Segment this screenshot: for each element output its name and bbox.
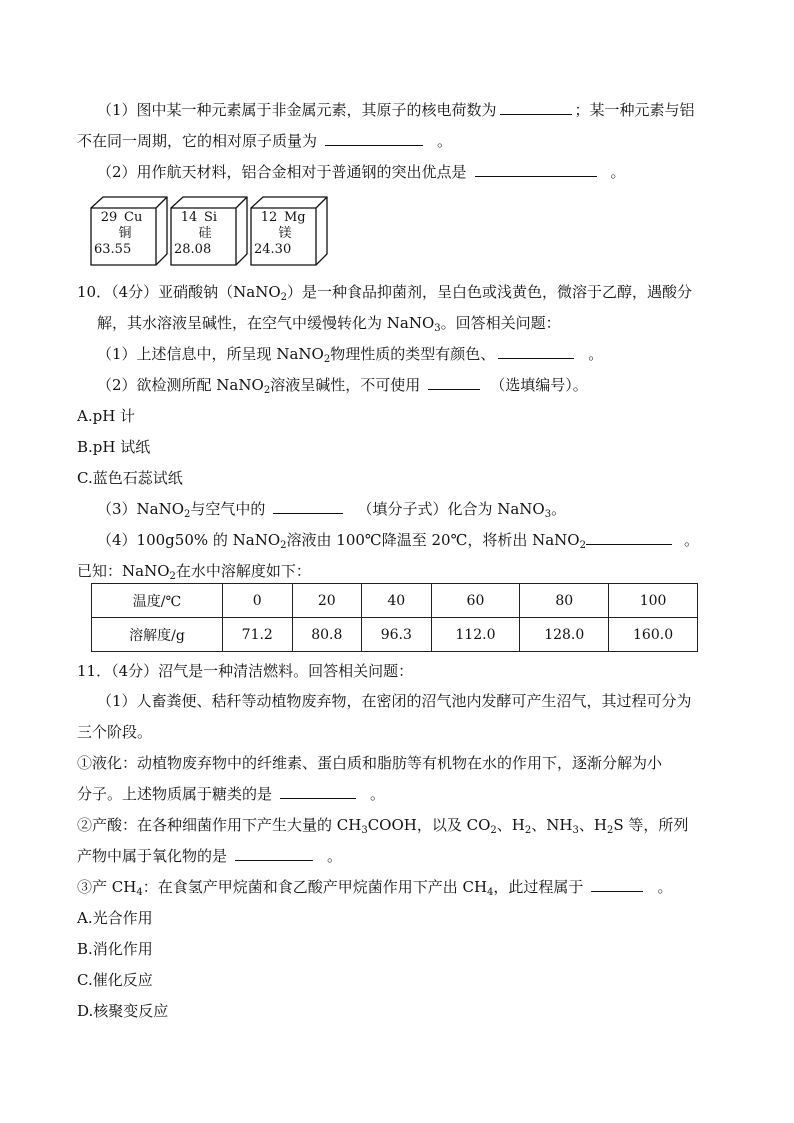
answer-blank[interactable] bbox=[325, 130, 423, 146]
table-cell: 112.0 bbox=[431, 618, 520, 652]
element-symbol: Cu bbox=[124, 210, 143, 225]
subscript: 2 bbox=[606, 825, 614, 836]
text: （1）图中某一种元素属于非金属元素，其原子的核电荷数为 bbox=[97, 101, 497, 119]
text: 分子。上述物质属于糖类的是 bbox=[77, 785, 273, 803]
table-cell: 80.8 bbox=[292, 618, 362, 652]
element-symbol: Mg bbox=[284, 210, 306, 225]
table-cell: 20 bbox=[292, 584, 362, 618]
answer-blank[interactable] bbox=[235, 845, 313, 861]
table-header-cell: 温度/℃ bbox=[92, 584, 223, 618]
answer-blank[interactable] bbox=[498, 343, 574, 359]
text: 。回答相关问题： bbox=[440, 314, 561, 332]
text: ：在食氢产甲烷菌和食乙酸产甲烷菌作用下产出 CH bbox=[142, 878, 488, 896]
text: 已知：NaNO bbox=[77, 562, 170, 580]
atomic-mass: 24.30 bbox=[254, 242, 292, 257]
q10-part4 bbox=[97, 529, 699, 551]
q9-part1-line2 bbox=[77, 130, 452, 152]
subscript: 2 bbox=[263, 385, 271, 396]
text: （1）上述信息中，所呈现 NaNO bbox=[97, 345, 324, 363]
answer-blank[interactable] bbox=[500, 99, 572, 115]
q11-option-c[interactable]: C.催化反应 bbox=[77, 971, 153, 989]
answer-blank[interactable] bbox=[273, 498, 343, 514]
text: 。 bbox=[657, 878, 673, 896]
answer-blank[interactable] bbox=[280, 783, 356, 799]
text: S 等，所列 bbox=[613, 816, 689, 834]
text: （3）NaNO bbox=[97, 500, 185, 518]
table-row bbox=[92, 618, 698, 652]
subscript: 4 bbox=[136, 887, 143, 898]
element-card-cu bbox=[90, 196, 170, 266]
q11-stage2-line2 bbox=[77, 845, 342, 867]
q10-part1 bbox=[97, 343, 603, 365]
element-card-mg bbox=[250, 196, 330, 266]
text: （2）用作航天材料，铝合金相对于普通钢的突出优点是 bbox=[97, 163, 467, 181]
text: （2）欲检测所配 NaNO bbox=[97, 376, 264, 394]
solubility-table bbox=[91, 583, 698, 652]
subscript: 3 bbox=[434, 323, 441, 334]
element-symbol: Si bbox=[204, 210, 218, 225]
q11-part1-line2: 三个阶段。 bbox=[77, 723, 153, 741]
subscript: 2 bbox=[323, 354, 331, 365]
text: 。 bbox=[327, 847, 343, 865]
element-name: 镁 bbox=[278, 226, 292, 241]
text: 产物中属于氧化物的是 bbox=[77, 847, 228, 865]
answer-blank[interactable] bbox=[591, 876, 643, 892]
q11-option-a[interactable]: A.光合作用 bbox=[77, 909, 153, 927]
q10-part3 bbox=[97, 498, 566, 520]
subscript: 3 bbox=[572, 825, 579, 836]
subscript: 3 bbox=[361, 825, 368, 836]
q11-option-d[interactable]: D.核聚变反应 bbox=[77, 1002, 169, 1020]
atomic-number: 12 bbox=[260, 210, 278, 225]
q9-part1-line1 bbox=[97, 99, 695, 121]
table-header-cell: 溶解度/g bbox=[92, 618, 223, 652]
atomic-number: 29 bbox=[100, 210, 118, 225]
q11-stage2-line1 bbox=[77, 814, 688, 836]
element-text bbox=[254, 210, 316, 258]
answer-blank[interactable] bbox=[586, 529, 672, 545]
element-name: 铜 bbox=[118, 226, 132, 241]
table-cell: 0 bbox=[223, 584, 293, 618]
table-cell: 60 bbox=[431, 584, 520, 618]
table-cell: 40 bbox=[362, 584, 432, 618]
subscript: 2 bbox=[280, 540, 287, 551]
q11-option-b[interactable]: B.消化作用 bbox=[77, 940, 153, 958]
text: 。 bbox=[588, 345, 604, 363]
text: 解，其水溶液呈碱性，在空气中缓慢转化为 NaNO bbox=[97, 314, 435, 332]
text: ，此过程属于 bbox=[493, 878, 584, 896]
element-card-si bbox=[170, 196, 250, 266]
subscript: 4 bbox=[487, 887, 494, 898]
q10-option-c[interactable]: C.蓝色石蕊试纸 bbox=[77, 469, 183, 487]
q10-part2 bbox=[97, 374, 588, 396]
text: 、NH bbox=[531, 816, 573, 834]
q10-option-b[interactable]: B.pH 试纸 bbox=[77, 438, 151, 456]
text: 不在同一周期，它的相对原子质量为 bbox=[77, 132, 318, 150]
answer-blank[interactable] bbox=[428, 374, 480, 390]
subscript: 2 bbox=[184, 509, 191, 520]
q10-known bbox=[77, 560, 311, 582]
text: 物理性质的类型有颜色、 bbox=[330, 345, 496, 363]
q10-heading-line2 bbox=[97, 312, 561, 334]
text: 溶液由 100℃降温至 20℃，将析出 NaNO bbox=[286, 531, 580, 549]
subscript: 2 bbox=[524, 825, 532, 836]
text: ）是一种食品抑菌剂，呈白色或浅黄色，微溶于乙醇，遇酸分 bbox=[287, 283, 693, 301]
text: 在水中溶解度如下： bbox=[175, 562, 311, 580]
text: 10．（4分）亚硝酸钠（NaNO bbox=[77, 283, 281, 301]
answer-blank[interactable] bbox=[475, 161, 597, 177]
element-name: 硅 bbox=[198, 226, 212, 241]
text: 。 bbox=[610, 163, 626, 181]
text: 与空气中的 bbox=[190, 500, 266, 518]
atomic-mass: 63.55 bbox=[94, 242, 132, 257]
q11-stage1-line2 bbox=[77, 783, 385, 805]
table-cell: 100 bbox=[609, 584, 698, 618]
text: COOH，以及 CO bbox=[367, 816, 491, 834]
text: 溶液呈碱性，不可使用 bbox=[270, 376, 421, 394]
table-cell: 80 bbox=[520, 584, 609, 618]
atomic-number: 14 bbox=[180, 210, 198, 225]
table-row bbox=[92, 584, 698, 618]
element-text bbox=[94, 210, 156, 258]
atomic-mass: 28.08 bbox=[174, 242, 212, 257]
q10-option-a[interactable]: A.pH 计 bbox=[77, 407, 136, 425]
text: ②产酸：在各种细菌作用下产生大量的 CH bbox=[77, 816, 362, 834]
text: 。 bbox=[437, 132, 453, 150]
text: 。 bbox=[551, 500, 567, 518]
q11-stage1-line1: ①液化：动植物废弃物中的纤维素、蛋白质和脂肪等有机物在水的作用下，逐渐分解为小 bbox=[77, 754, 663, 772]
q11-stage3 bbox=[77, 876, 672, 898]
subscript: 2 bbox=[579, 540, 586, 551]
text: （4）100g50% 的 NaNO bbox=[97, 531, 281, 549]
subscript: 2 bbox=[280, 292, 287, 303]
subscript: 2 bbox=[169, 571, 176, 582]
q11-heading: 11．（4分）沼气是一种清洁燃料。回答相关问题： bbox=[77, 662, 414, 680]
text: （填分子式）化合为 NaNO bbox=[357, 500, 545, 518]
subscript: 3 bbox=[544, 509, 552, 520]
table-cell: 71.2 bbox=[223, 618, 293, 652]
q11-part1-line1: （1）人畜粪便、秸秆等动植物废弃物，在密闭的沼气池内发酵可产生沼气，其过程可分为 bbox=[97, 692, 692, 710]
table-cell: 96.3 bbox=[362, 618, 432, 652]
text: 、H bbox=[496, 816, 525, 834]
table-cell: 160.0 bbox=[609, 618, 698, 652]
table-cell: 128.0 bbox=[520, 618, 609, 652]
element-text bbox=[174, 210, 236, 258]
q10-heading-line1 bbox=[77, 281, 692, 303]
text: ；某一种元素与铝 bbox=[574, 101, 695, 119]
text: 。 bbox=[683, 531, 699, 549]
subscript: 2 bbox=[490, 825, 497, 836]
text: 。 bbox=[370, 785, 386, 803]
q9-part2-line bbox=[97, 161, 626, 183]
text: （选填编号）。 bbox=[490, 376, 588, 394]
text: ③产 CH bbox=[77, 878, 137, 896]
text: 、H bbox=[578, 816, 607, 834]
